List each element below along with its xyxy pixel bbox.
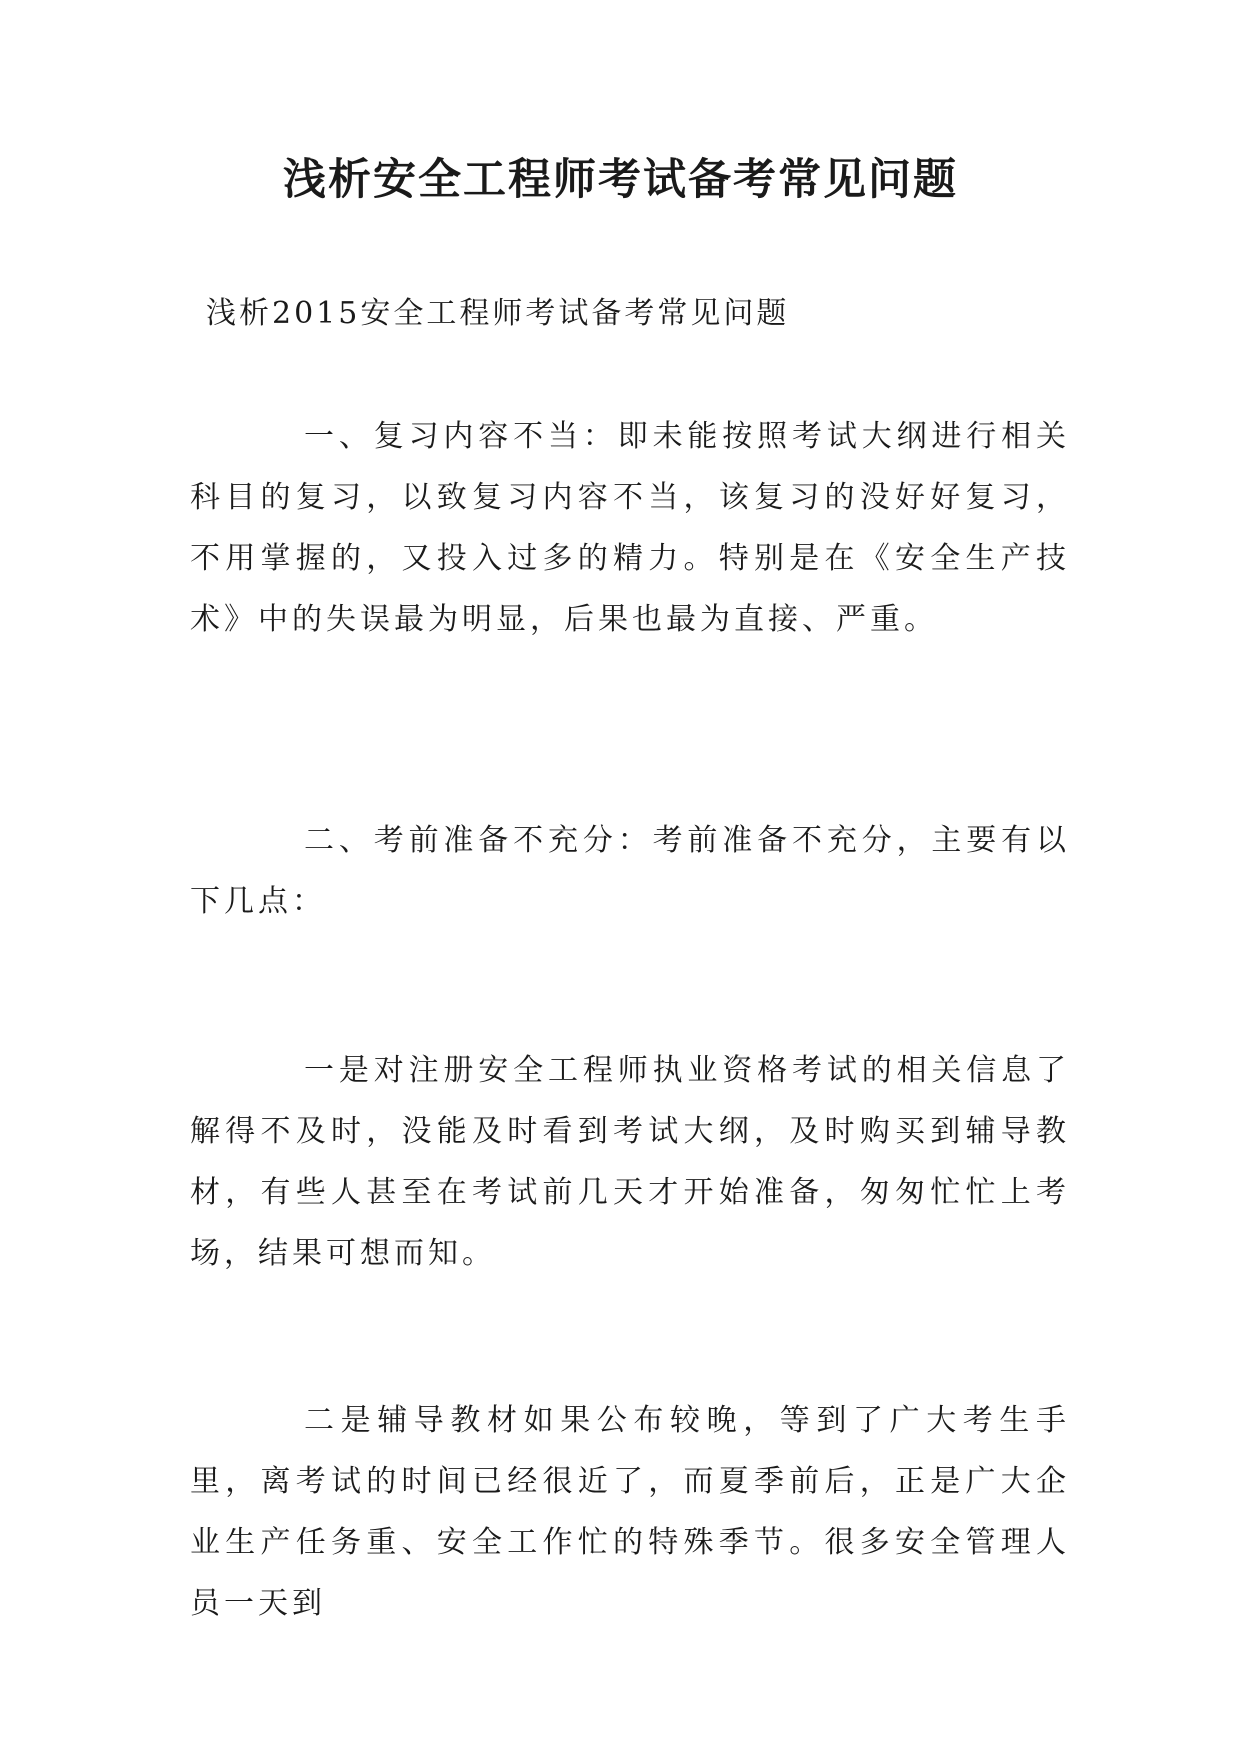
- paragraph-point-one: 一是对注册安全工程师执业资格考试的相关信息了解得不及时，没能及时看到考试大纲，及时购买到辅导教材，有些人甚至在考试前几天才开始准备，匆匆忙忙上考场，结果可想而知。: [190, 1053, 1070, 1271]
- document-subtitle: 浅析2015安全工程师考试备考常见问题: [206, 296, 790, 331]
- paragraph-review-content: 一、复习内容不当：即未能按照考试大纲进行相关科目的复习，以致复习内容不当，该复习的没好好复习，不用掌握的，又投入过多的精力。特别是在《安全生产技术》中的失误最为明显，后果也最为直接、严重。: [190, 419, 1070, 637]
- paragraph-preparation-heading: 二、考前准备不充分：考前准备不充分，主要有以下几点：: [190, 823, 1070, 919]
- document-title: 浅析安全工程师考试备考常见问题: [283, 155, 958, 205]
- paragraph-point-two: 二是辅导教材如果公布较晚，等到了广大考生手里，离考试的时间已经很近了，而夏季前后，正是广大企业生产任务重、安全工作忙的特殊季节。很多安全管理人员一天到: [190, 1403, 1070, 1621]
